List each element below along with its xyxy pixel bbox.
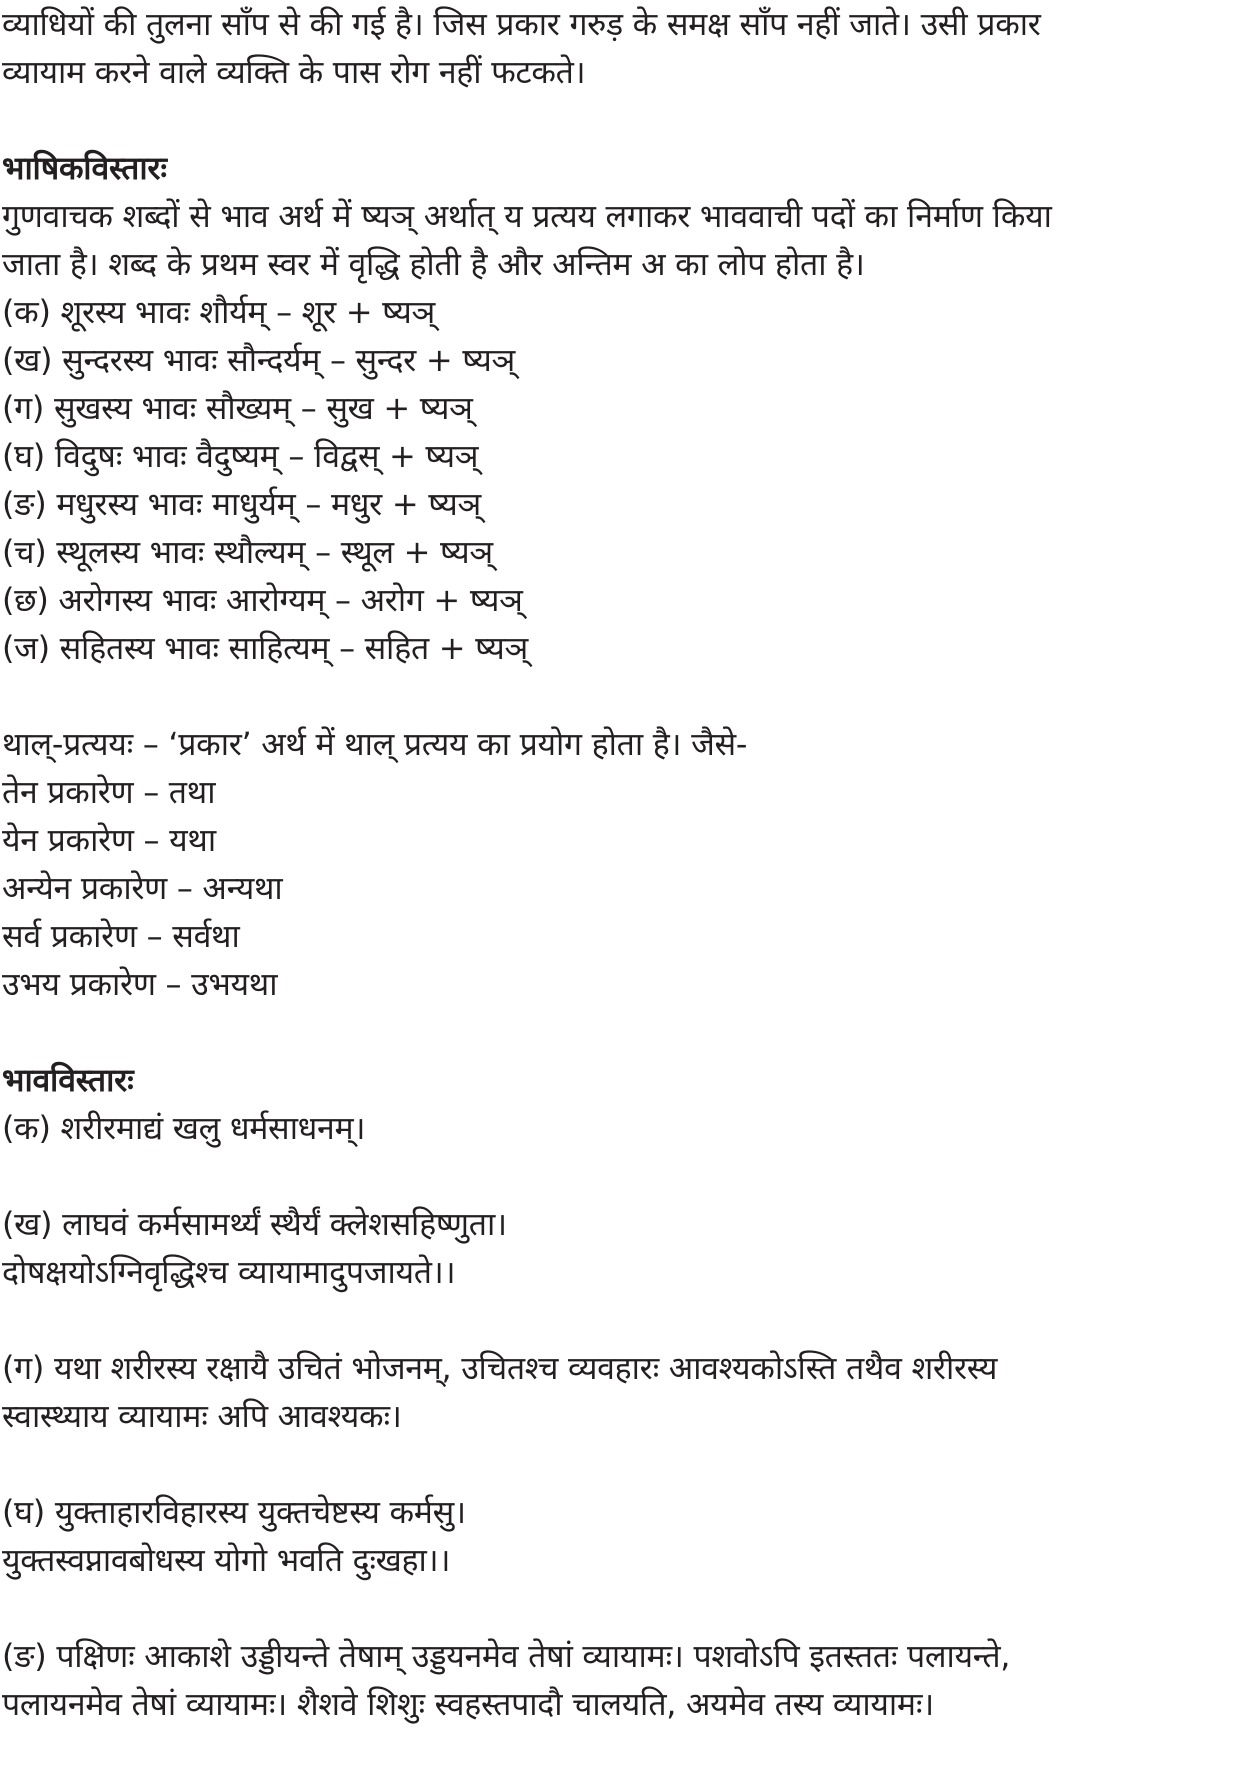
text-line: व्यायाम करने वाले व्यक्ति के पास रोग नहीं फटकते। [2,53,586,91]
example-line: (ख) सुन्दरस्य भावः सौन्दर्यम् – सुन्दर + ष्यञ् [2,341,515,379]
verse-line: (ङ) पक्षिणः आकाशे उड्डीयन्ते तेषाम् उड्डयनमेव तेषां व्यायामः। पशवोऽपि इतस्ततः पलायन्ते, [2,1637,1011,1675]
spacer [2,672,1246,720]
verse-line: (ग) यथा शरीरस्य रक्षायै उचितं भोजनम्, उचितश्च व्यवहारः आवश्यकोऽस्ति तथैव शरीरस्य [2,1349,998,1387]
spacer [2,1152,1246,1200]
example-line: तेन प्रकारेण – तथा [2,773,216,811]
example-line: अन्येन प्रकारेण – अन्यथा [2,869,283,907]
spacer [2,1584,1246,1632]
spacer [2,1296,1246,1344]
example-line: (क) शूरस्य भावः शौर्यम् – शूर + ष्यञ् [2,293,435,331]
spacer [2,1440,1246,1488]
text-line: गुणवाचक शब्दों से भाव अर्थ में ष्यञ् अर्थात् य प्रत्यय लगाकर भाववाची पदों का निर्माण किया [2,197,1052,235]
example-line: (ज) सहितस्य भावः साहित्यम् – सहित + ष्यञ् [2,629,528,667]
example-line: सर्व प्रकारेण – सर्वथा [2,917,240,955]
example-line: उभय प्रकारेण – उभयथा [2,965,278,1003]
bhashik-vistar-section [2,144,1246,672]
example-line: (च) स्थूलस्य भावः स्थौल्यम् – स्थूल + ष्यञ् [2,533,493,571]
text-line: व्याधियों की तुलना साँप से की गई है। जिस प्रकार गरुड़ के समक्ष साँप नहीं जाते। उसी प्रकार [2,5,1041,43]
verse-line: पलायनमेव तेषां व्यायामः। शैशवे शिशुः स्वहस्तपादौ चालयति, अयमेव तस्य व्यायामः। [2,1685,935,1723]
spacer [2,1008,1246,1056]
text-line: थाल्-प्रत्ययः – ‘प्रकार’ अर्थ में थाल् प्रत्यय का प्रयोग होता है। जैसे- [2,725,748,763]
section-heading: भावविस्तारः [2,1061,134,1099]
thal-pratyay-section [2,720,1246,1008]
example-line: येन प्रकारेण – यथा [2,821,216,859]
verse-line: युक्तस्वप्नावबोधस्य योगो भवति दुःखहा।। [2,1541,451,1579]
document-page [2,0,1246,1728]
verse-line: (ख) लाघवं कर्मसामर्थ्यं स्थैर्यं क्लेशसहिष्णुता। [2,1205,507,1243]
verse-line: (क) शरीरमाद्यं खलु धर्मसाधनम्। [2,1109,366,1147]
spacer [2,96,1246,144]
verse-line: स्वास्थ्याय व्यायामः अपि आवश्यकः। [2,1397,402,1435]
section-heading: भाषिकविस्तारः [2,149,167,187]
verse-line: दोषक्षयोऽग्निवृद्धिश्च व्यायामादुपजायते।। [2,1253,456,1291]
text-line: जाता है। शब्द के प्रथम स्वर में वृद्धि होती है और अन्तिम अ का लोप होता है। [2,245,865,283]
intro-paragraph [2,0,1246,96]
verse-line: (घ) युक्ताहारविहारस्य युक्तचेष्टस्य कर्मसु। [2,1493,466,1531]
example-line: (ग) सुखस्य भावः सौख्यम् – सुख + ष्यञ् [2,389,473,427]
example-line: (ङ) मधुरस्य भावः माधुर्यम् – मधुर + ष्यञ् [2,485,481,523]
example-line: (घ) विदुषः भावः वैदुष्यम् – विद्वस् + ष्यञ् [2,437,479,475]
example-line: (छ) अरोगस्य भावः आरोग्यम् – अरोग + ष्यञ् [2,581,523,619]
bhav-vistar-section [2,1056,1246,1728]
